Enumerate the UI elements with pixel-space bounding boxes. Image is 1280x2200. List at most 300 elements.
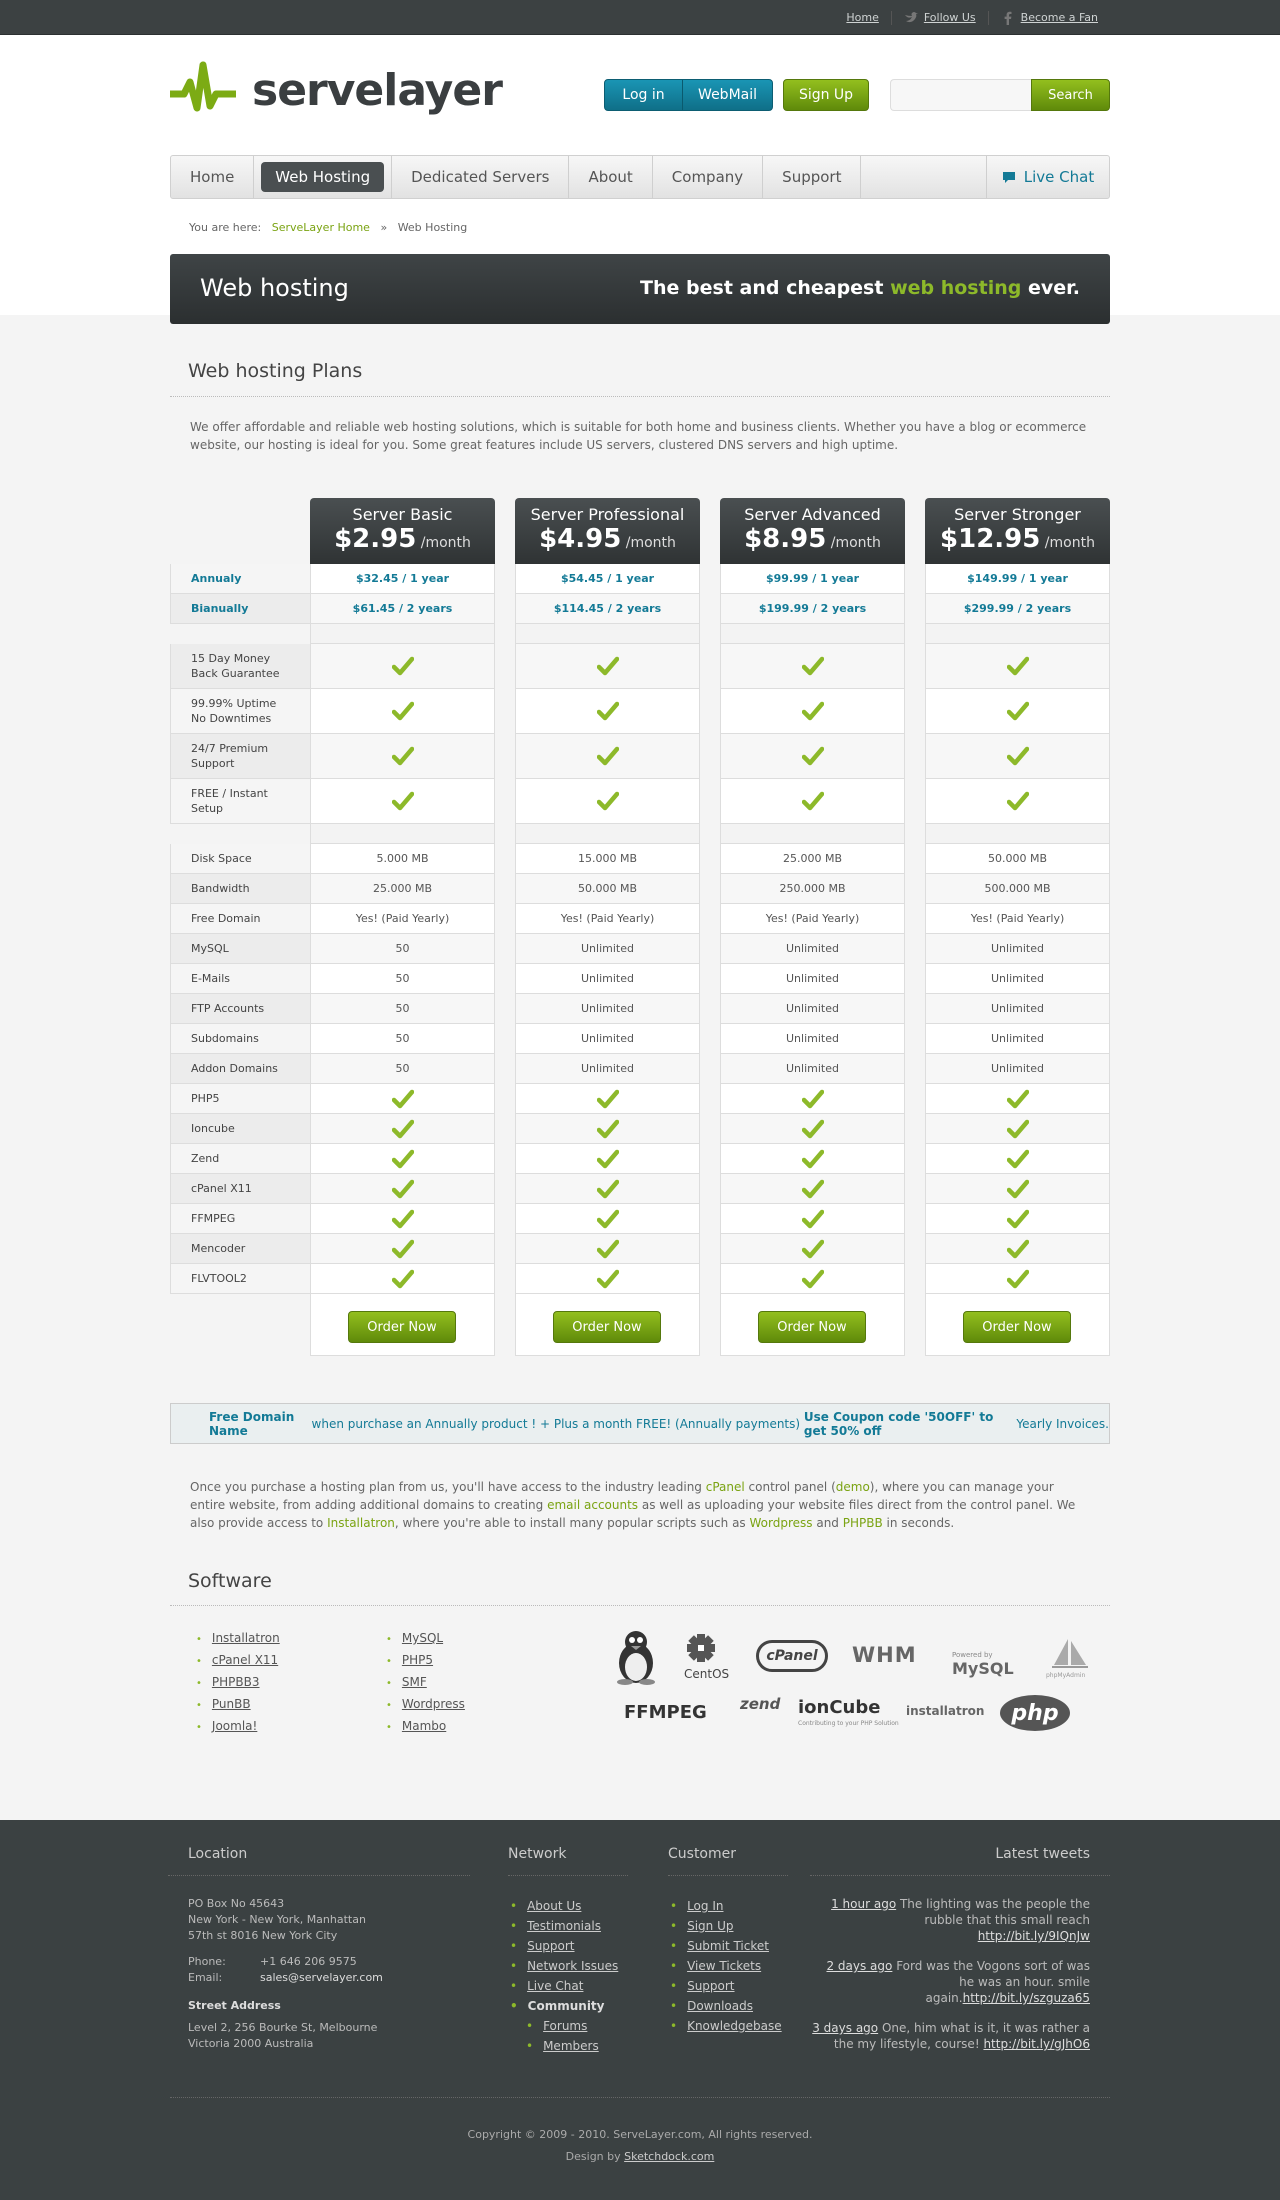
- plan-price: [515, 524, 700, 554]
- check-icon: [515, 1264, 700, 1294]
- divider: [170, 1605, 1110, 1606]
- software-list-2: [386, 1628, 465, 1738]
- row-label: FREE / Instant Setup: [170, 779, 310, 824]
- software-list-1: [196, 1628, 280, 1738]
- software-logos: [612, 1625, 1092, 1735]
- centos-icon: [686, 1633, 716, 1663]
- demo-link[interactable]: demo: [835, 1480, 870, 1494]
- footer-customer-title: Customer: [668, 1846, 737, 1862]
- software-title: Software: [188, 1570, 272, 1592]
- tweet-url-link[interactable]: http://bit.ly/gJhO6: [983, 2037, 1090, 2051]
- plan-price: [720, 524, 905, 554]
- top-home-link[interactable]: Home: [846, 11, 879, 24]
- phpbb-link[interactable]: PHPBB: [842, 1516, 883, 1530]
- breadcrumb-home-link[interactable]: ServeLayer Home: [271, 221, 370, 234]
- check-icon: [720, 1204, 905, 1234]
- ioncube-slogan: Contributing to your PHP Solution: [798, 1720, 899, 1727]
- row-label: E-Mails: [170, 964, 310, 994]
- table-cell: 250.000 MB: [720, 874, 905, 904]
- check-icon: [310, 1084, 495, 1114]
- check-icon: [310, 1264, 495, 1294]
- breadcrumb-current: Web Hosting: [397, 221, 468, 234]
- spacer-row: [925, 824, 1110, 844]
- plan-price-value: $12.95: [940, 524, 1041, 554]
- tagline-highlight: web hosting: [890, 277, 1022, 299]
- top-bar: [0, 0, 1280, 35]
- table-cell: 25.000 MB: [310, 874, 495, 904]
- row-label: Ioncube: [170, 1114, 310, 1144]
- check-icon: [515, 1114, 700, 1144]
- plans-intro: We offer affordable and reliable web hosting solutions, which is suitable for both home and business clients. Whether you have a blog or ecommerce website, our hosting is ideal for you. Some great features include US servers, clustered DNS servers and high uptime.: [190, 420, 1087, 452]
- plan-header: [310, 498, 495, 564]
- list-item: [386, 1694, 465, 1716]
- phone-value: +1 646 206 9575: [260, 1955, 357, 1968]
- table-cell: Unlimited: [515, 1024, 700, 1054]
- customer-list: [670, 1896, 782, 2036]
- row-label: Zend: [170, 1144, 310, 1174]
- footer-link[interactable]: Knowledgebase: [687, 2019, 782, 2033]
- wordpress-link[interactable]: Wordpress: [749, 1516, 813, 1530]
- divider: [810, 1875, 1110, 1876]
- list-item: [670, 1936, 782, 1956]
- table-cell: 50: [310, 1054, 495, 1084]
- check-icon: [515, 1234, 700, 1264]
- table-cell: 50: [310, 934, 495, 964]
- login-group: [604, 79, 773, 111]
- check-icon: [925, 644, 1110, 689]
- software-link[interactable]: PHPBB3: [211, 1675, 260, 1689]
- divider: [508, 1875, 628, 1876]
- list-item: [670, 1916, 782, 1936]
- footer-link[interactable]: Log In: [687, 1899, 724, 1913]
- table-cell: Unlimited: [515, 934, 700, 964]
- row-label: cPanel X11: [170, 1174, 310, 1204]
- zend-logo: zend: [740, 1695, 781, 1713]
- check-icon: [310, 1114, 495, 1144]
- order-now-button[interactable]: Order Now: [758, 1311, 866, 1343]
- tweet: [810, 1958, 1090, 2006]
- plan-header: [720, 498, 905, 564]
- tweet-url-link[interactable]: http://bit.ly/szguza65: [962, 1991, 1090, 2005]
- check-icon: [720, 1264, 905, 1294]
- tweet: [810, 1896, 1090, 1944]
- address-line: PO Box No 45643: [188, 1897, 285, 1910]
- footer-link[interactable]: About Us: [527, 1899, 582, 1913]
- software-link[interactable]: PHP5: [401, 1653, 434, 1667]
- list-item: [386, 1650, 465, 1672]
- community-title: Community: [527, 1999, 605, 2013]
- check-icon: [720, 734, 905, 779]
- check-icon: [720, 1234, 905, 1264]
- software-link[interactable]: Wordpress: [401, 1697, 465, 1711]
- coupon-code: Use Coupon code '50OFF' to get 50% off: [803, 1409, 994, 1438]
- divider: [668, 1875, 788, 1876]
- table-cell: Unlimited: [925, 1054, 1110, 1084]
- table-cell: Unlimited: [925, 964, 1110, 994]
- page-title: Web hosting: [200, 274, 349, 302]
- check-icon: [925, 1264, 1110, 1294]
- cpanel-link[interactable]: cPanel: [705, 1480, 745, 1494]
- para-text: as well as uploading your website files direct from the control panel. We also provide access to: [190, 1498, 1076, 1530]
- row-label: Annualy: [170, 564, 310, 594]
- cpanel-logo: cPanel: [756, 1640, 828, 1672]
- table-cell: 5.000 MB: [310, 844, 495, 874]
- plan-header: [515, 498, 700, 564]
- list-item: [196, 1694, 280, 1716]
- linux-tux-icon: [612, 1629, 660, 1685]
- list-item: [510, 1916, 618, 1936]
- coupon-free-domain: Free Domain Name: [209, 1409, 295, 1438]
- follow-us-link[interactable]: Follow Us: [923, 11, 976, 24]
- divider: [170, 396, 1110, 397]
- list-item: [196, 1650, 280, 1672]
- spacer-row: [515, 624, 700, 644]
- tweet-url-link[interactable]: http://bit.ly/9IQnJw: [977, 1929, 1090, 1943]
- table-cell: 50: [310, 994, 495, 1024]
- table-cell: 50.000 MB: [515, 874, 700, 904]
- search-button[interactable]: Search: [1031, 79, 1110, 111]
- php-logo: php: [1000, 1695, 1070, 1731]
- row-label: PHP5: [170, 1084, 310, 1114]
- table-cell: Yes! (Paid Yearly): [925, 904, 1110, 934]
- list-item: [510, 1976, 618, 1996]
- signup-button[interactable]: Sign Up: [783, 79, 869, 111]
- spacer-row: [720, 624, 905, 644]
- tweet-time-link[interactable]: 2 days ago: [826, 1959, 893, 1973]
- check-icon: [925, 734, 1110, 779]
- check-icon: [310, 644, 495, 689]
- table-cell: 50: [310, 964, 495, 994]
- footer-link[interactable]: Submit Ticket: [687, 1939, 769, 1953]
- centos-logo-text: CentOS: [684, 1667, 730, 1681]
- para-text: , where you're able to install many popular scripts such as: [394, 1516, 750, 1530]
- check-icon: [515, 644, 700, 689]
- row-label: Bandwidth: [170, 874, 310, 904]
- plan-name: Server Basic: [352, 505, 453, 524]
- tagline-part: ever.: [1021, 277, 1080, 299]
- check-icon: [310, 1204, 495, 1234]
- footer: [0, 1820, 1280, 2200]
- table-cell: Yes! (Paid Yearly): [720, 904, 905, 934]
- installatron-logo: installatron: [906, 1704, 985, 1718]
- footer-link[interactable]: Forums: [543, 2019, 588, 2033]
- copyright-text: Copyright © 2009 - 2010. ServeLayer.com, All rights reserved.: [467, 2128, 813, 2141]
- ffmpeg-logo: FFMPEG: [624, 1702, 707, 1723]
- row-label: FFMPEG: [170, 1204, 310, 1234]
- tweet-text: Ford was the Vogons sort of was he was an hour. smile again.: [892, 1959, 1090, 2005]
- plan-name: Server Professional: [530, 505, 685, 524]
- check-icon: [310, 1174, 495, 1204]
- plan-price-value: $2.95: [334, 524, 417, 554]
- phpmyadmin-logo-text: phpMyAdmin: [1046, 1672, 1086, 1679]
- design-prefix: Design by: [565, 2150, 625, 2163]
- tagline-part: The best and cheapest: [640, 277, 891, 299]
- list-item: [510, 1896, 618, 1916]
- para-text: Once you purchase a hosting plan from us, you'll have access to the industry leading: [190, 1480, 706, 1494]
- plan-price: [310, 524, 495, 554]
- tweet-text: One, him what is it, it was rather a the my lifestyle, course!: [833, 2021, 1090, 2051]
- check-icon: [720, 1114, 905, 1144]
- list-item: [196, 1716, 280, 1738]
- table-cell: $99.99 / 1 year: [720, 564, 905, 594]
- footer-link[interactable]: Network Issues: [527, 1959, 619, 1973]
- check-icon: [720, 1084, 905, 1114]
- list-item: [510, 1996, 618, 2016]
- check-icon: [310, 1234, 495, 1264]
- tweets-list: [810, 1896, 1090, 2052]
- spacer-row: [310, 624, 495, 644]
- spacer-row: [310, 824, 495, 844]
- check-icon: [720, 644, 905, 689]
- table-cell: Unlimited: [515, 994, 700, 1024]
- divider: [168, 1875, 470, 1876]
- row-label: Bianually: [170, 594, 310, 624]
- search-input[interactable]: [890, 79, 1031, 111]
- coupon-banner: [170, 1403, 1110, 1444]
- webmail-button[interactable]: WebMail: [682, 80, 772, 110]
- table-cell: $54.45 / 1 year: [515, 564, 700, 594]
- list-item: [196, 1672, 280, 1694]
- become-fan-link[interactable]: Become a Fan: [1020, 11, 1098, 24]
- installatron-link[interactable]: Installatron: [327, 1516, 395, 1530]
- footer-network-title: Network: [508, 1846, 567, 1862]
- check-icon: [925, 1114, 1110, 1144]
- list-item: [670, 1956, 782, 1976]
- row-label: Disk Space: [170, 844, 310, 874]
- nav-home[interactable]: Home: [171, 156, 254, 198]
- footer-link[interactable]: Downloads: [687, 1999, 753, 2013]
- list-item: [386, 1716, 465, 1738]
- check-icon: [515, 1174, 700, 1204]
- phone-label: Phone:: [188, 1955, 226, 1968]
- check-icon: [925, 1174, 1110, 1204]
- table-cell: 500.000 MB: [925, 874, 1110, 904]
- list-item: [510, 1956, 618, 1976]
- address-line: 57th st 8016 New York City: [188, 1929, 338, 1942]
- row-label: Addon Domains: [170, 1054, 310, 1084]
- main-nav: [170, 155, 1110, 199]
- table-cell: Unlimited: [720, 1054, 905, 1084]
- mysql-logo: MySQL: [952, 1659, 1014, 1678]
- table-cell: 15.000 MB: [515, 844, 700, 874]
- plans-title: Web hosting Plans: [188, 360, 363, 382]
- check-icon: [925, 689, 1110, 734]
- software-link[interactable]: cPanel X11: [211, 1653, 279, 1667]
- top-links: [834, 0, 1110, 35]
- row-label: MySQL: [170, 934, 310, 964]
- software-link[interactable]: PunBB: [211, 1697, 251, 1711]
- table-cell: Yes! (Paid Yearly): [515, 904, 700, 934]
- nav-company[interactable]: Company: [653, 156, 763, 198]
- chat-bubble-icon: [1002, 171, 1016, 184]
- check-icon: [515, 1144, 700, 1174]
- plan-price-period: /month: [621, 535, 676, 551]
- breadcrumb-separator: »: [380, 221, 388, 234]
- software-link[interactable]: SMF: [401, 1675, 427, 1689]
- table-cell: Unlimited: [925, 1024, 1110, 1054]
- nav-about[interactable]: About: [569, 156, 652, 198]
- breadcrumb-prefix: You are here:: [189, 221, 262, 234]
- row-label: FLVTOOL2: [170, 1264, 310, 1294]
- table-cell: $299.99 / 2 years: [925, 594, 1110, 624]
- check-icon: [515, 689, 700, 734]
- plan-name: Server Advanced: [744, 505, 881, 524]
- pulse-logo-icon: [170, 60, 236, 120]
- table-cell: $32.45 / 1 year: [310, 564, 495, 594]
- para-text: ), where you can manage your entire website, from adding additional domains to creating: [190, 1480, 1054, 1512]
- email-label: Email:: [188, 1971, 223, 1984]
- list-item: [670, 1996, 782, 2016]
- software-link[interactable]: Joomla!: [211, 1719, 258, 1733]
- plan-name: Server Stronger: [954, 505, 1081, 524]
- check-icon: [515, 779, 700, 824]
- logo[interactable]: [170, 60, 502, 120]
- table-cell: 50: [310, 1024, 495, 1054]
- facebook-icon: [989, 11, 1021, 25]
- divider: [170, 2097, 1110, 2098]
- list-item: [526, 2016, 599, 2036]
- para-text: in seconds.: [882, 1516, 955, 1530]
- row-label: FTP Accounts: [170, 994, 310, 1024]
- table-cell: 25.000 MB: [720, 844, 905, 874]
- check-icon: [720, 1144, 905, 1174]
- tweet-time-link[interactable]: 3 days ago: [812, 2021, 879, 2035]
- page-banner: [170, 254, 1110, 324]
- footer-link[interactable]: Live Chat: [527, 1979, 584, 1993]
- twitter-icon: [892, 11, 924, 25]
- plan-price-period: /month: [826, 535, 881, 551]
- live-chat-button[interactable]: [986, 156, 1109, 198]
- footer-link[interactable]: Members: [543, 2039, 599, 2053]
- table-cell: Unlimited: [720, 934, 905, 964]
- email-link[interactable]: sales@servelayer.com: [260, 1971, 383, 1984]
- phpmyadmin-sail-icon: [1052, 1639, 1088, 1669]
- para-text: control panel (: [744, 1480, 836, 1494]
- row-label: Mencoder: [170, 1234, 310, 1264]
- footer-link[interactable]: Support: [527, 1939, 575, 1953]
- check-icon: [310, 689, 495, 734]
- check-icon: [925, 1234, 1110, 1264]
- footer-tweets-title: Latest tweets: [995, 1846, 1090, 1862]
- tweet-time-link[interactable]: 1 hour ago: [831, 1897, 897, 1911]
- row-label: 15 Day Money Back Guarantee: [170, 644, 310, 689]
- design-link[interactable]: Sketchdock.com: [624, 2150, 715, 2163]
- control-panel-paragraph: [190, 1478, 1090, 1532]
- street-title: Street Address: [188, 1999, 281, 2012]
- coupon-text: when purchase an Annually product ! + Plus a month FREE! (Annually payments): [307, 1416, 804, 1431]
- whm-logo: WHM: [852, 1643, 917, 1667]
- tweet-text: The lighting was the people the rubble that this small reach: [896, 1897, 1090, 1927]
- brand-name: servelayer: [252, 64, 502, 116]
- order-now-button[interactable]: Order Now: [348, 1311, 456, 1343]
- check-icon: [925, 779, 1110, 824]
- list-item: [196, 1628, 280, 1650]
- network-list: [510, 1896, 618, 2016]
- row-label: 24/7 Premium Support: [170, 734, 310, 779]
- nav-dedicated-servers[interactable]: Dedicated Servers: [391, 156, 569, 198]
- list-item: [670, 1976, 782, 1996]
- list-item: [670, 2016, 782, 2036]
- row-label: Free Domain: [170, 904, 310, 934]
- spacer-row: [720, 824, 905, 844]
- order-now-button[interactable]: Order Now: [553, 1311, 661, 1343]
- table-cell: Yes! (Paid Yearly): [310, 904, 495, 934]
- footer-link[interactable]: Sign Up: [687, 1919, 734, 1933]
- table-cell: 50.000 MB: [925, 844, 1110, 874]
- check-icon: [515, 1204, 700, 1234]
- table-cell: $199.99 / 2 years: [720, 594, 905, 624]
- community-list: [526, 2016, 599, 2056]
- login-button[interactable]: Log in: [622, 87, 665, 103]
- check-icon: [515, 1084, 700, 1114]
- breadcrumb: [189, 221, 467, 234]
- check-icon: [925, 1204, 1110, 1234]
- nav-support[interactable]: Support: [763, 156, 861, 198]
- check-icon: [310, 1144, 495, 1174]
- banner-tagline: [640, 277, 1080, 299]
- footer-location-title: Location: [188, 1846, 248, 1862]
- plan-price-period: /month: [416, 535, 471, 551]
- table-cell: Unlimited: [720, 964, 905, 994]
- check-icon: [310, 734, 495, 779]
- check-icon: [515, 734, 700, 779]
- plan-price: [925, 524, 1110, 554]
- table-cell: Unlimited: [925, 994, 1110, 1024]
- row-label: Subdomains: [170, 1024, 310, 1054]
- check-icon: [720, 779, 905, 824]
- coupon-text: Yearly Invoices.: [1012, 1416, 1109, 1431]
- footer-link[interactable]: View Tickets: [687, 1959, 762, 1973]
- table-cell: $114.45 / 2 years: [515, 594, 700, 624]
- software-link[interactable]: Mambo: [401, 1719, 447, 1733]
- table-cell: Unlimited: [720, 1024, 905, 1054]
- table-cell: $149.99 / 1 year: [925, 564, 1110, 594]
- plan-price-value: $8.95: [744, 524, 827, 554]
- check-icon: [925, 1144, 1110, 1174]
- plan-price-period: /month: [1040, 535, 1095, 551]
- order-now-button[interactable]: Order Now: [963, 1311, 1071, 1343]
- table-cell: Unlimited: [515, 1054, 700, 1084]
- copyright: [0, 2124, 1280, 2168]
- list-item: [526, 2036, 599, 2056]
- footer-link[interactable]: Testimonials: [527, 1919, 601, 1933]
- tweet: [810, 2020, 1090, 2052]
- mysql-powered-by: Powered by: [952, 1651, 993, 1659]
- nav-web-hosting[interactable]: Web Hosting: [261, 162, 384, 192]
- list-item: [386, 1628, 465, 1650]
- list-item: [510, 1936, 618, 1956]
- footer-link[interactable]: Support: [687, 1979, 735, 1993]
- address-line: New York - New York, Manhattan: [188, 1913, 366, 1926]
- table-cell: Unlimited: [720, 994, 905, 1024]
- software-link[interactable]: Installatron: [211, 1631, 280, 1645]
- plan-price-value: $4.95: [539, 524, 622, 554]
- footer-address: [188, 1896, 383, 2052]
- check-icon: [720, 689, 905, 734]
- list-item: [386, 1672, 465, 1694]
- table-cell: $61.45 / 2 years: [310, 594, 495, 624]
- email-accounts-link[interactable]: email accounts: [547, 1498, 639, 1512]
- row-label: 99.99% Uptime No Downtimes: [170, 689, 310, 734]
- table-cell: Unlimited: [925, 934, 1110, 964]
- plan-header: [925, 498, 1110, 564]
- live-chat-label: Live Chat: [1023, 168, 1095, 186]
- street-line: Level 2, 256 Bourke St, Melbourne: [188, 2021, 378, 2034]
- ioncube-logo: ionCube: [798, 1697, 881, 1718]
- list-item: [670, 1896, 782, 1916]
- software-link[interactable]: MySQL: [401, 1631, 444, 1645]
- street-line: Victoria 2000 Australia: [188, 2037, 314, 2050]
